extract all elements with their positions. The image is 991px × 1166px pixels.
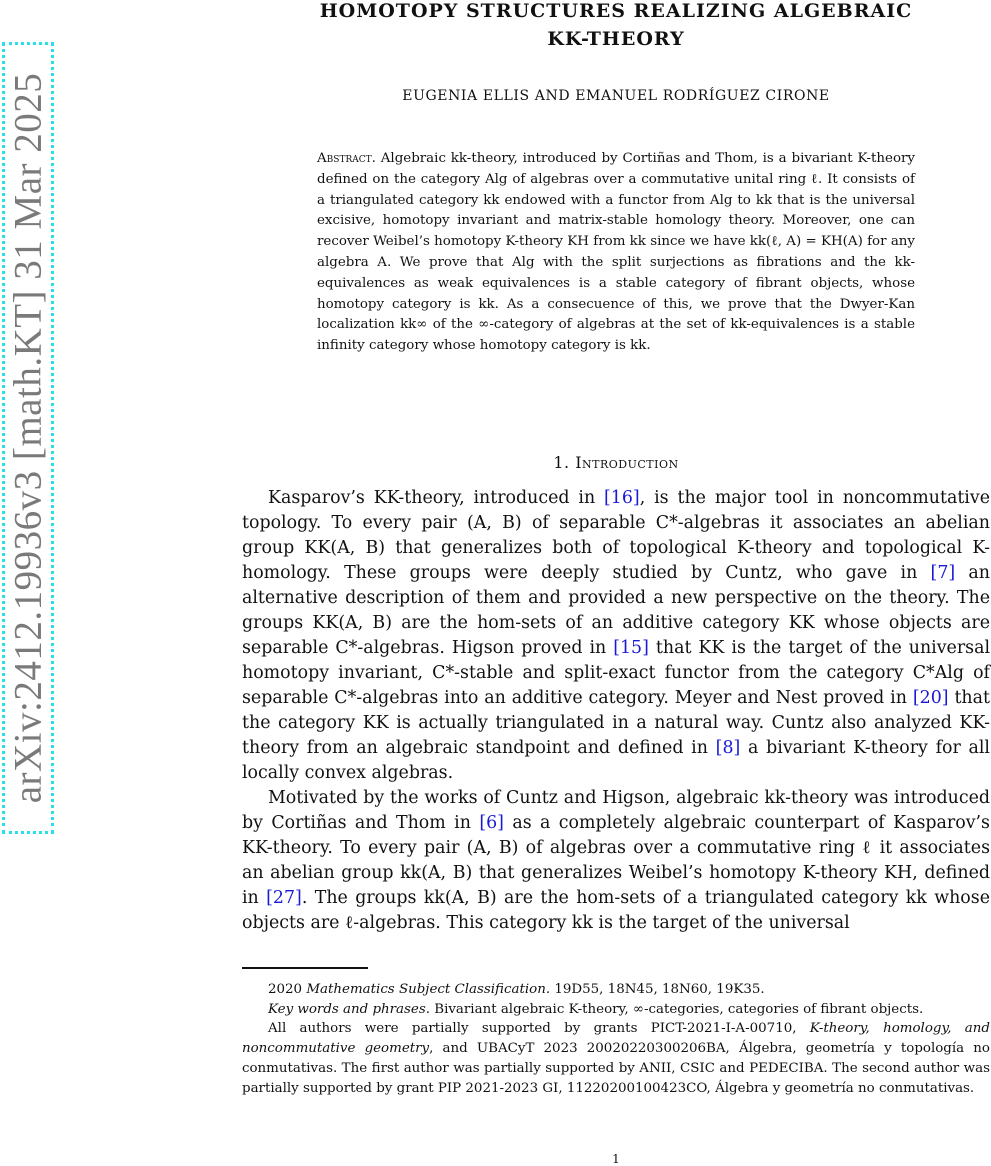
text-run: All authors were partially supported by grants PICT-2021-I-A-00710, [268, 1021, 810, 1037]
abstract-text: Algebraic kk-theory, introduced by Cortiñas and Thom, is a bivariant K-theory defined on the category Alg of algebras over a commutative unital ring ℓ. It consists of a triangulated category kk endowed with a functor from Alg to kk that is the universal excisive, homotopy invariant and matrix-stable homology theory. Moreover, one can recover Weibel’s homotopy K-theory KH from kk since we have kk(ℓ, A) = KH(A) for any algebra A. We prove that Alg with the split surjections as fibrations and the kk-equivalences as weak equivalences is a stable category of fibrant objects, whose homotopy category is kk. As a consecuence of this, we prove that the Dwyer-Kan localization kk∞ of the ∞-category of algebras at the set of kk-equivalences is a stable infinity category whose homotopy category is kk. [317, 151, 915, 354]
paper-page [242, 0, 991, 1166]
page-number: 1 [612, 1152, 620, 1166]
text-run: , is the major tool in noncommutative topology. To every pair (A, B) of separable C*-algebras it associates an abelian group KK(A, B) that generalizes both of topological K-theory and topological K-homology. These groups were deeply studied by Cuntz, who gave in [242, 487, 990, 583]
text-run: an alternative description of them and provided a new perspective on the theory. The groups KK(A, B) are the hom-sets of an additive category KK whose objects are separable C*-algebras. Higson proved in [242, 562, 990, 658]
paragraph-1 [242, 486, 990, 786]
footnotes [242, 980, 990, 1098]
arxiv-stamp [2, 42, 54, 834]
text-run: 19D55, 18N45, 18N60, 19K35. [550, 982, 765, 997]
text-run: that the category KK is actually triangulated in a natural way. Cuntz also analyzed KK-theory from an algebraic standpoint and defined in [242, 687, 990, 758]
text-run: . The groups kk(A, B) are the hom-sets of a triangulated category kk whose objects are ℓ-algebras. This category kk is the target of the universal [242, 887, 990, 933]
text-run: Motivated by the works of Cuntz and Higson, algebraic kk-theory was introduced by Cortiñas and Thom in [242, 787, 990, 833]
footnote-emphasis: K-theory, homology, and noncommutative geometry [242, 1021, 990, 1057]
text-run: 2020 [268, 982, 307, 997]
title-line-2: KK-THEORY [547, 28, 685, 50]
footnote-funding [242, 1019, 990, 1098]
citation-link[interactable]: [6] [479, 812, 504, 833]
abstract [317, 149, 915, 357]
footnote-msc [242, 980, 990, 1000]
footnote-emphasis: Key words and phrases. [268, 1001, 430, 1017]
footnote-emphasis: Mathematics Subject Classification. [306, 982, 551, 997]
footnote-rule [242, 967, 368, 969]
citation-link[interactable]: [16] [604, 487, 640, 508]
paragraph-2 [242, 786, 990, 936]
text-run: as a completely algebraic counterpart of Kasparov’s KK-theory. To every pair (A, B) of algebras over a commutative ring ℓ it associates an abelian group kk(A, B) that generalizes Weibel’s homotopy K-theory KH, defined in [242, 812, 990, 908]
footnote-keywords [242, 1000, 990, 1020]
text-run: Kasparov’s KK-theory, introduced in [268, 487, 605, 508]
author-list: EUGENIA ELLIS AND EMANUEL RODRÍGUEZ CIRONE [402, 88, 830, 104]
section-number: 1. [553, 452, 570, 472]
citation-link[interactable]: [20] [912, 687, 949, 708]
text-run: a bivariant K-theory for all locally convex algebras. [242, 737, 990, 783]
paper-title [242, 0, 990, 53]
section-title: Introduction [575, 452, 679, 472]
text-run: , and UBACyT 2023 20020220300206BA, Álgebra, geometría y topología no conmutativas. The first author was partially supported by ANII, CSIC and PEDECIBA. The second author was partially supported by grant PIP 2021-2023 GI, 11220200100423CO, Álgebra y geometría no conmutativas. [242, 1041, 990, 1096]
arxiv-identifier: arXiv:2412.19936v3 [math.KT] 31 Mar 2025 [6, 72, 50, 804]
citation-link[interactable]: [27] [266, 887, 302, 908]
section-heading [242, 453, 990, 472]
citation-link[interactable]: [8] [715, 737, 741, 758]
title-line-1: HOMOTOPY STRUCTURES REALIZING ALGEBRAIC [319, 0, 913, 22]
text-run: Bivariant algebraic K-theory, ∞-categories, categories of fibrant objects. [429, 1001, 924, 1017]
text-run: that KK is the target of the universal homotopy invariant, C*-stable and split-exact functor from the category C*Alg of separable C*-algebras into an additive category. Meyer and Nest proved in [242, 637, 991, 708]
citation-link[interactable]: [7] [930, 562, 956, 583]
abstract-label: Abstract. [317, 151, 376, 166]
citation-link[interactable]: [15] [613, 637, 649, 658]
section-body [242, 486, 990, 936]
